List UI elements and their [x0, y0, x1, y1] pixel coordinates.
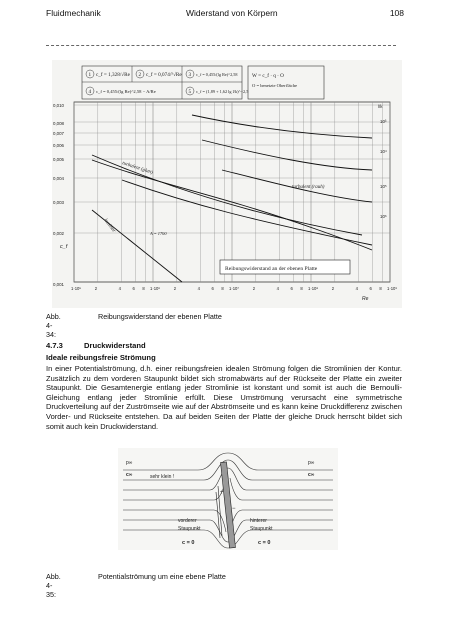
x-tick-0: 1·10⁵ — [71, 286, 82, 291]
formula-4: c_f = 0,455/(lg Re)^2,58 − A/Re — [96, 89, 156, 94]
c-inf-right: c∞ — [308, 472, 315, 478]
x-tick-9: 8 — [221, 286, 224, 291]
y-tick-1: 0,008 — [53, 121, 64, 126]
header-chapter: Widerstand von Körpern — [186, 8, 278, 18]
label-turbulent-rough: turbulent (rauh) — [292, 185, 325, 190]
y-tick-2: 0,007 — [53, 131, 64, 136]
x-tick-7: 4 — [197, 286, 200, 291]
y-axis-label: c_f — [60, 244, 68, 250]
plus-sign: + — [220, 490, 224, 496]
chart-banner: Reibungswiderstand an der ebenen Platte — [225, 266, 318, 272]
roughness-1e4: 10⁴ — [380, 149, 387, 154]
figure-potential-flow — [118, 448, 338, 550]
x-tick-10: 1·10⁷ — [229, 286, 239, 291]
header-rule — [46, 45, 396, 46]
page-header — [46, 8, 404, 22]
x-tick-15: 1·10⁸ — [308, 286, 319, 291]
y-tick-8: 0,001 — [53, 282, 64, 287]
y-tick-4: 0,005 — [53, 157, 64, 162]
legend-line-2: O = benetzte Oberfläche — [252, 83, 298, 88]
formula-circle-1: 1 — [88, 72, 92, 78]
y-tick-0: 0,010 — [53, 103, 64, 108]
minus-sign: − — [232, 506, 236, 512]
x-tick-1: 2 — [94, 286, 98, 291]
section-number: 4.7.3 — [46, 341, 63, 350]
caption-2-text: Potentialströmung um eine ebene Platte — [98, 572, 226, 581]
p-inf-left: p∞ — [126, 460, 133, 466]
roughness-1e3: 10³ — [380, 119, 387, 124]
x-tick-17: 4 — [355, 286, 358, 291]
formula-5: c_f = (1,89 + 1,62 lg l/k)^−2,5 — [196, 89, 249, 94]
y-tick-5: 0,004 — [53, 176, 64, 181]
caption-1-text: Reibungswiderstand der ebenen Platte — [98, 312, 222, 321]
x-axis-label: Re — [362, 296, 369, 302]
x-tick-16: 2 — [331, 286, 335, 291]
front-label-1: vorderer — [178, 518, 197, 524]
formula-circle-3: 3 — [188, 72, 192, 78]
formula-circle-5: 5 — [188, 89, 192, 95]
x-tick-18: 6 — [369, 286, 372, 291]
front-label-2: Staupunkt — [178, 526, 201, 532]
page-number: 108 — [389, 8, 404, 18]
subsection-heading: Ideale reibungsfreie Strömung — [46, 353, 156, 362]
label-a-1700: A = 1700 — [150, 231, 167, 236]
c-inf-left: c∞ — [126, 472, 133, 478]
body-paragraph: In einer Potentialströmung, d.h. einer reibungsfreien idealen Strömung folgen die Stromlinien der Kontur. Zusätzlich zu dem vorderen Staupunkt bildet sich stromabwärts auf der Rückseite der Platte ein zweiter Staupunkt. Die Gesamtenergie entlang jeder Stromlinie ist konstant und somit ist auch die Bernoulli-Gleichung entlang jeder Stromlinie erfüllt. Diese Umströmung verursacht eine symmetrische Druckverteilung auf der Zuströmseite wie auf der Abströmseite und es kann keine Druckdifferenz zwischen Vorder- und Rückseite entstehen. Da auf beiden Seiten der Platte der gleiche Druck herrscht bildet sich somit auch kein Druckwiderstand. — [46, 364, 402, 431]
roughness-1e5: 10⁵ — [380, 184, 387, 189]
formula-1: c_f = 1,328/√Re — [96, 72, 130, 78]
x-tick-2: 4 — [118, 286, 121, 291]
rear-label-2: Staupunkt — [250, 526, 273, 532]
y-tick-6: 0,003 — [53, 200, 64, 205]
c-zero-right: c = 0 — [258, 540, 271, 546]
roughness-1e6: 10⁶ — [380, 214, 387, 219]
label-laminar: laminar — [102, 218, 117, 234]
x-tick-12: 4 — [276, 286, 279, 291]
section-title: Druckwiderstand — [84, 341, 146, 350]
y-tick-3: 0,006 — [53, 143, 64, 148]
figure-friction-chart — [52, 60, 402, 308]
c-zero-left: c = 0 — [182, 540, 195, 546]
header-subject: Fluidmechanik — [46, 8, 101, 18]
x-tick-6: 2 — [173, 286, 177, 291]
roughness-axis-label: l/k — [378, 104, 383, 109]
x-tick-8: 6 — [211, 286, 214, 291]
label-turbulent-smooth: turbulent (glatt) — [121, 161, 154, 176]
formula-2: c_f = 0,074/⁵√Re — [146, 72, 182, 78]
x-tick-4: 8 — [142, 286, 145, 291]
x-tick-13: 6 — [290, 286, 293, 291]
x-tick-14: 8 — [300, 286, 303, 291]
x-tick-3: 6 — [132, 286, 135, 291]
x-tick-11: 2 — [252, 286, 256, 291]
formula-circle-2: 2 — [138, 72, 142, 78]
formula-3: c_f = 0,455/(lg Re)^2,58 — [196, 72, 238, 77]
p-inf-right: p∞ — [308, 460, 315, 466]
x-tick-5: 1·10⁶ — [150, 286, 161, 291]
x-tick-19: 8 — [379, 286, 382, 291]
x-tick-20: 1·10⁹ — [387, 286, 398, 291]
caption-1-label: Abb. 4-34: — [46, 312, 61, 339]
note-very-small: sehr klein ! — [150, 474, 175, 480]
formula-circle-4: 4 — [88, 89, 92, 95]
rear-label-1: hinterer — [250, 518, 267, 524]
y-tick-7: 0,002 — [53, 231, 64, 236]
caption-2-label: Abb. 4-35: — [46, 572, 61, 599]
legend-line-1: W = c_f · q · O — [252, 73, 284, 79]
